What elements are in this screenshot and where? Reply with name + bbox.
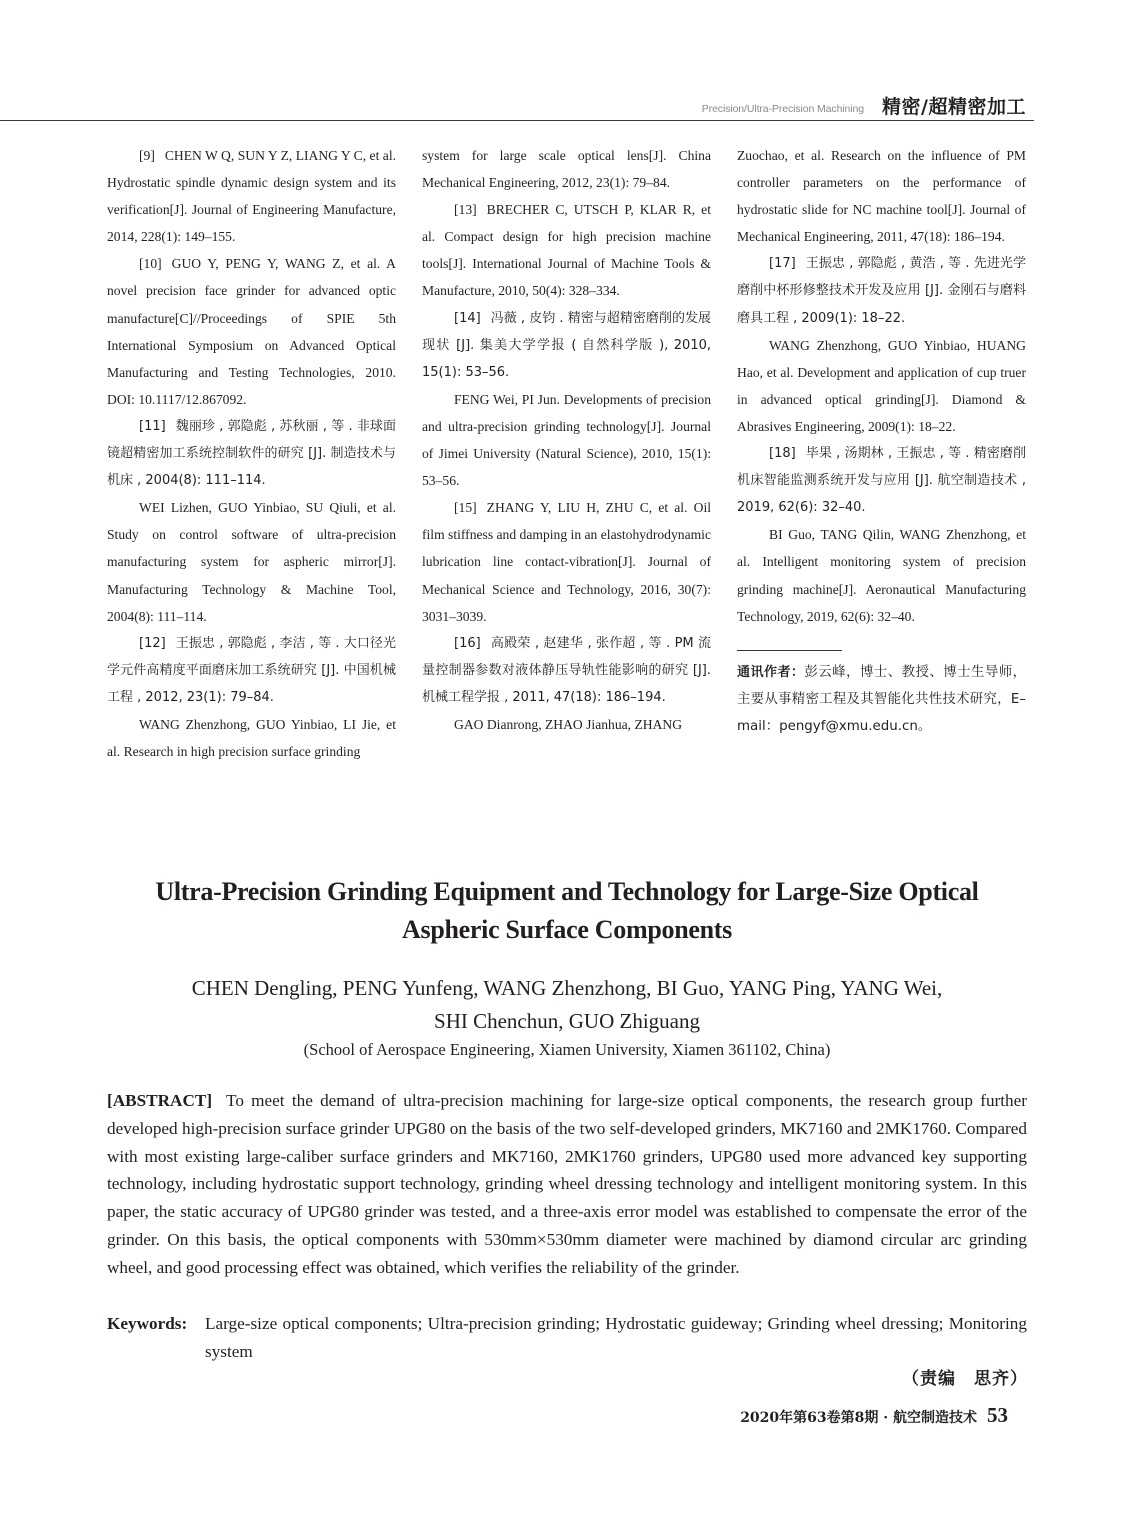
reference-number: [9] — [139, 148, 155, 163]
reference-item — [737, 250, 1026, 331]
references-column-2 — [422, 142, 711, 738]
reference-item — [422, 196, 711, 304]
page-number: 53 — [987, 1403, 1008, 1427]
article-title — [100, 873, 1034, 949]
reference-number: [11] — [139, 418, 166, 434]
reference-continuation: Zuochao, et al. Research on the influence of PM controller parameters on the performance of hydrostatic slide for NC machine tool[J]. Journal of Mechanical Engineering, 2011, 47(18): 186–194. — [737, 148, 1026, 245]
keywords — [107, 1310, 1027, 1366]
reference-translation: FENG Wei, PI Jun. Developments of precision and ultra-precision grinding technology[J]. Journal of Jimei University (Natural Science), 2010, 15(1): 53–56. — [422, 391, 711, 489]
reference-number: [12] — [139, 635, 166, 651]
title-line-1: Ultra-Precision Grinding Equipment and Technology for Large-Size Optical — [155, 877, 979, 906]
reference-number: [10] — [139, 256, 162, 272]
reference-number: [15] — [454, 500, 477, 516]
reference-text: 魏丽珍 , 郭隐彪 , 苏秋丽 , 等 . 非球面镜超精密加工系统控制软件的研究 [J]. 制造技术与机床 , 2004(8): 111–114. — [107, 418, 396, 489]
references-column-3 — [737, 142, 1026, 740]
reference-translation: WANG Zhenzhong, GUO Yinbiao, LI Jie, et al. Research in high precision surface grinding — [107, 716, 396, 760]
reference-translation: WEI Lizhen, GUO Yinbiao, SU Qiuli, et al. Study on control software of ultra-precision manufacturing system for aspheric mirror[J]. Manufacturing Technology & Machine Tool, 2004(8): 111–114. — [107, 500, 396, 624]
reference-item — [107, 250, 396, 413]
reference-text: GUO Y, PENG Y, WANG Z, et al. A novel precision face grinder for advanced optic manufacture[C]//Proceedings of SPIE 5th International Symposium on Advanced Optical Manufacturing and Testing Technologies, 2010. DOI: 10.1117/12.867092. — [107, 256, 396, 407]
reference-number: [18] — [769, 446, 796, 462]
reference-item — [737, 440, 1026, 521]
running-header — [0, 86, 1034, 121]
journal-issue: 2020年第63卷第8期 · 航空制造技术 — [740, 1410, 977, 1426]
authors-line-1: CHEN Dengling, PENG Yunfeng, WANG Zhenzhong, BI Guo, YANG Ping, YANG Wei, — [191, 976, 943, 1000]
reference-number: [16] — [454, 635, 481, 651]
reference-text: 王振忠 , 郭隐彪 , 黄浩 , 等 . 先进光学磨削中杯形修整技术开发及应用 [J]. 金刚石与磨料磨具工程 , 2009(1): 18–22. — [737, 256, 1026, 326]
reference-item — [107, 630, 396, 711]
keywords-text: Large-size optical components; Ultra-precision grinding; Hydrostatic guideway; Grinding wheel dressing; Monitoring system — [205, 1314, 1027, 1361]
reference-text: CHEN W Q, SUN Y Z, LIANG Y C, et al. Hydrostatic spindle dynamic design system and its verification[J]. Journal of Engineering Manufacture, 2014, 228(1): 149–155. — [107, 148, 396, 245]
abstract — [107, 1087, 1027, 1282]
reference-number: [13] — [454, 202, 477, 218]
header-section-cn: 精密/超精密加工 — [882, 96, 1026, 118]
reference-number: [14] — [454, 310, 481, 326]
keywords-label: Keywords: — [107, 1314, 188, 1333]
reference-text: 高殿荣 , 赵建华 , 张作超 , 等 . PM 流量控制器参数对液体静压导轨性能影响的研究 [J]. 机械工程学报 , 2011, 47(18): 186–194. — [422, 635, 711, 705]
reference-item — [422, 494, 711, 629]
reference-translation: BI Guo, TANG Qilin, WANG Zhenzhong, et al. Intelligent monitoring system of precision grinding machine[J]. Aeronautical Manufacturing Technology, 2019, 62(6): 32–40. — [737, 527, 1026, 624]
footnote-label: 通讯作者： — [737, 664, 805, 680]
reference-number: [17] — [769, 256, 796, 272]
page-footer — [740, 1403, 1008, 1428]
reference-translation: WANG Zhenzhong, GUO Yinbiao, HUANG Hao, et al. Development and application of cup truer in advanced optical grinding[J]. Diamond & Abrasives Engineering, 2009(1): 18–22. — [737, 337, 1026, 434]
abstract-label: [ABSTRACT] — [107, 1091, 213, 1110]
footnote-divider — [737, 650, 842, 651]
reference-text: 冯薇 , 皮钧 . 精密与超精密磨削的发展现状 [J]. 集美大学学报 ( 自然科学版 ), 2010, 15(1): 53–56. — [422, 310, 711, 380]
author-list — [100, 972, 1034, 1038]
reference-text: 毕果 , 汤期林 , 王振忠 , 等 . 精密磨削机床智能监测系统开发与应用 [J]. 航空制造技术 , 2019, 62(6): 32–40. — [737, 446, 1026, 516]
reference-item — [107, 413, 396, 494]
reference-continuation: system for large scale optical lens[J]. China Mechanical Engineering, 2012, 23(1): 79–84. — [422, 148, 711, 191]
reference-translation: GAO Dianrong, ZHAO Jianhua, ZHANG — [454, 716, 683, 732]
footnote-text: 彭云峰，博士、教授、博士生导师，主要从事精密工程及其智能化共性技术研究，E–mail：pengyf@xmu.edu.cn。 — [737, 664, 1026, 734]
reference-text: BRECHER C, UTSCH P, KLAR R, et al. Compact design for high precision machine tools[J]. International Journal of Machine Tools & Manufacture, 2010, 50(4): 328–334. — [422, 202, 711, 299]
reference-text: 王振忠 , 郭隐彪 , 李洁 , 等 . 大口径光学元件高精度平面磨床加工系统研究 [J]. 中国机械工程 , 2012, 23(1): 79–84. — [107, 635, 396, 705]
title-line-2: Aspheric Surface Components — [402, 915, 732, 944]
reference-item — [422, 305, 711, 386]
corresponding-author-footnote — [737, 659, 1026, 740]
authors-line-2: SHI Chenchun, GUO Zhiguang — [434, 1009, 700, 1033]
header-section-en: Precision/Ultra-Precision Machining — [701, 103, 864, 115]
reference-item — [422, 630, 711, 711]
references-column-1 — [107, 142, 396, 765]
reference-text: ZHANG Y, LIU H, ZHU C, et al. Oil film stiffness and damping in an elastohydrodynamic lubrication line contact-vibration[J]. Journal of Mechanical Science and Technology, 2016, 30(7): 3031–3039. — [422, 500, 711, 624]
affiliation: (School of Aerospace Engineering, Xiamen University, Xiamen 361102, China) — [303, 1040, 831, 1059]
reference-item — [107, 142, 396, 250]
editor-note: （责编 思齐） — [902, 1369, 1028, 1389]
abstract-text: To meet the demand of ultra-precision machining for large-size optical components, the research group further developed high-precision surface grinder UPG80 on the basis of the two self-developed grinders, MK7160 and 2MK1760. Compared with most existing large-caliber surface grinders and MK7160, 2MK1760 grinders, UPG80 used more advanced key supporting technology, including hydrostatic support technology, grinding wheel dressing technology and intelligent monitoring system. In this paper, the static accuracy of UPG80 grinder was tested, and a three-axis error model was established to compensate the error of the grinder. On this basis, the optical components with 530mm×530mm diameter were machined by diamond circular arc grinding wheel, and good processing effect was obtained, which verifies the reliability of the grinder. — [107, 1091, 1027, 1277]
